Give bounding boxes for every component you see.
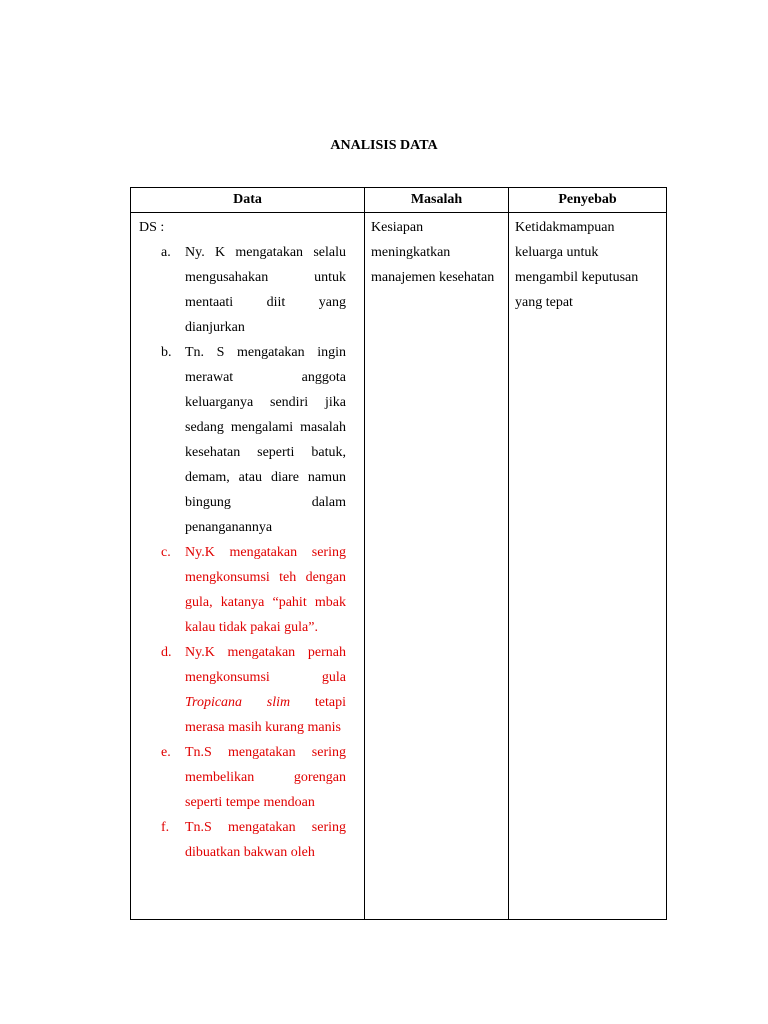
header-penyebab: Penyebab [509, 188, 667, 213]
header-data: Data [131, 188, 365, 213]
masalah-text: Kesiapan meningkatkan manajemen kesehatan [371, 220, 495, 285]
ds-list [137, 240, 360, 865]
item-text: Tn.S mengatakan sering dibuatkan bakwan oleh [185, 820, 346, 860]
item-text-italic: Tropicana slim [185, 695, 291, 710]
header-row [131, 188, 667, 213]
item-marker: b. [161, 345, 172, 360]
list-item [137, 640, 346, 740]
item-text: Tn.S mengatakan sering membelikan gorengan seperti tempe mendoan [185, 745, 346, 810]
data-cell [131, 213, 365, 920]
list-item [137, 815, 346, 865]
ds-label: DS : [139, 220, 165, 235]
masalah-cell [365, 213, 509, 920]
item-text: Ny.K mengatakan sering mengkonsumsi teh dengan gula, katanya “pahit mbak kalau tidak pakai gula”. [185, 545, 346, 635]
item-text-after: tetapi merasa masih kurang manis [185, 695, 346, 735]
item-text: Ny. K mengatakan selalu mengusahakan untuk mentaati diit yang dianjurkan [185, 245, 346, 335]
item-marker: f. [161, 820, 170, 835]
list-item [137, 240, 346, 340]
header-masalah: Masalah [365, 188, 509, 213]
list-item [137, 540, 346, 640]
list-item [137, 340, 346, 540]
page-title: ANALISIS DATA [330, 138, 438, 153]
item-text [185, 645, 346, 735]
analysis-table [130, 187, 667, 920]
item-marker: e. [161, 745, 171, 760]
list-item [137, 740, 346, 815]
item-marker: d. [161, 645, 172, 660]
penyebab-text: Ketidakmampuan keluarga untuk mengambil keputusan yang tepat [515, 220, 639, 310]
item-marker: a. [161, 245, 171, 260]
penyebab-cell [509, 213, 667, 920]
data-cell-content [131, 213, 364, 865]
item-text: Tn. S mengatakan ingin merawat anggota keluarganya sendiri jika sedang mengalami masalah kesehatan seperti batuk, demam, atau diare namun bingung dalam penanganannya [185, 345, 346, 535]
item-text-before: Ny.K mengatakan pernah mengkonsumsi gula [185, 645, 346, 685]
item-marker: c. [161, 545, 171, 560]
table-row [131, 213, 667, 920]
